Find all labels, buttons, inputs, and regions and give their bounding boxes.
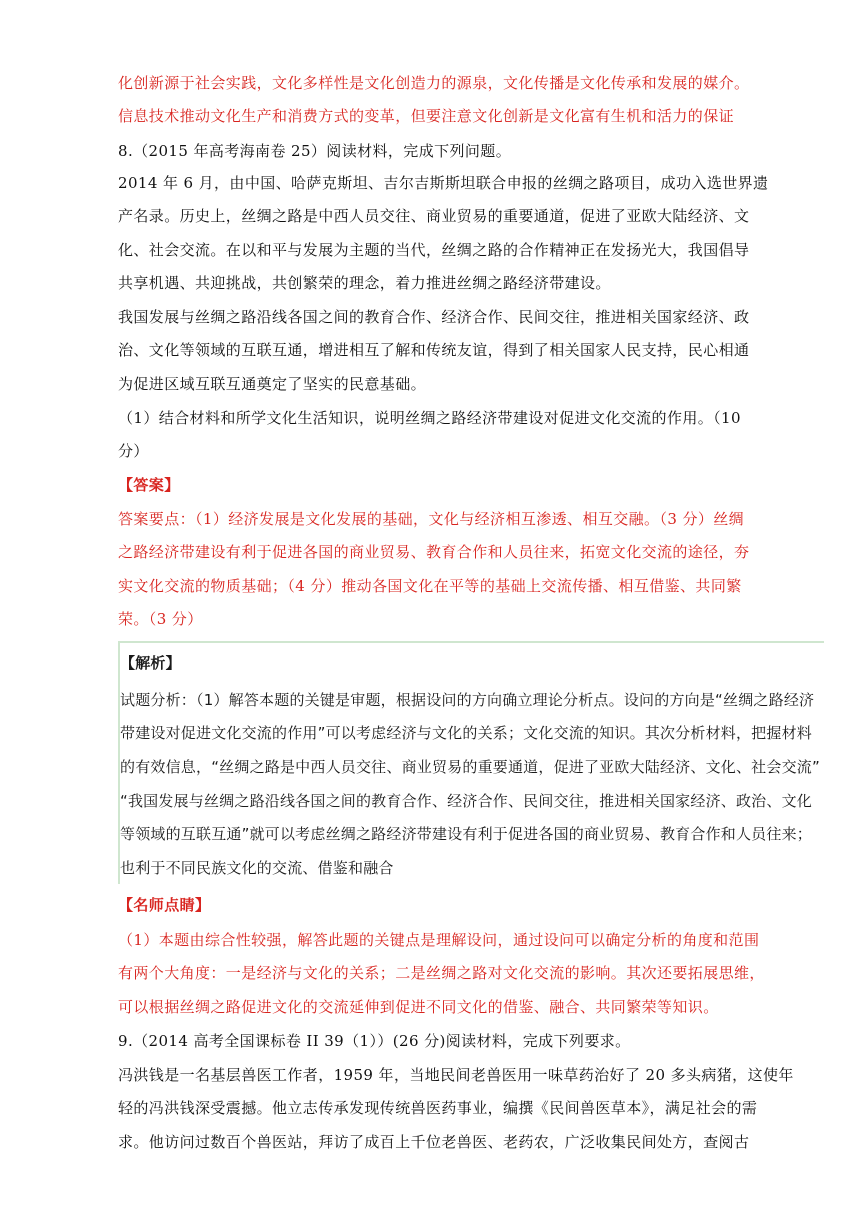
tips-line: 可以根据丝绸之路促进文化的交流延伸到促进不同文化的借鉴、融合、共同繁荣等知识。 xyxy=(118,998,719,1016)
material-line: 冯洪钱是一名基层兽医工作者，1959 年，当地民间老兽医用一味草药治好了 20 多头病猪，这使年 xyxy=(118,1066,794,1084)
material-line: 我国发展与丝绸之路沿线各国之间的教育合作、经济合作、民间交往，推进相关国家经济、政 xyxy=(118,308,750,326)
analysis-line: 等领域的互联互通”就可以考虑丝绸之路经济带建设有利于促进各国的商业贸易、教育合作和人员往来； xyxy=(120,825,812,843)
question-line: （1）结合材料和所学文化生活知识，说明丝绸之路经济带建设对促进文化交流的作用。（10 xyxy=(118,409,741,427)
analysis-line: “我国发展与丝绸之路沿线各国之间的教育合作、经济合作、民间交往，推进相关国家经济、政治、文化 xyxy=(120,792,812,810)
analysis-line: 也利于不同民族文化的交流、借鉴和融合 xyxy=(120,859,394,877)
answer-line: 荣。（3 分） xyxy=(118,610,203,628)
material-line: 求。他访问过数百个兽医站，拜访了成百上千位老兽医、老药农，广泛收集民间处方，查阅古 xyxy=(118,1133,750,1151)
question-8-heading: 8.（2015 年高考海南卷 25）阅读材料，完成下列问题。 xyxy=(118,142,512,160)
material-line: 产名录。历史上，丝绸之路是中西人员交往、商业贸易的重要通道，促进了亚欧大陆经济、文 xyxy=(118,207,750,225)
material-line: 化、社会交流。在以和平与发展为主题的当代，丝绸之路的合作精神正在发扬光大，我国倡导 xyxy=(118,241,750,259)
material-line: 2014 年 6 月，由中国、哈萨克斯坦、吉尔吉斯斯坦联合申报的丝绸之路项目，成功入选世界遗 xyxy=(118,174,769,192)
answer-line: 之路经济带建设有利于促进各国的商业贸易、教育合作和人员往来，拓宽文化交流的途径，夯 xyxy=(118,543,750,561)
material-line: 治、文化等领域的互联互通，增进相互了解和传统友谊，得到了相关国家人民支持，民心相通 xyxy=(118,341,750,359)
question-9-heading: 9.（2014 高考全国课标卷 II 39（1））(26 分)阅读材料，完成下列要求。 xyxy=(118,1032,631,1050)
analysis-line: 的有效信息，“丝绸之路是中西人员交往、商业贸易的重要通道，促进了亚欧大陆经济、文化、社会交流” xyxy=(120,758,820,776)
material-line: 轻的冯洪钱深受震撼。他立志传承发现传统兽医药事业，编撰《民间兽医草本》，满足社会的需 xyxy=(118,1099,758,1117)
question-line: 分） xyxy=(118,442,149,460)
analysis-line: 试题分析：（1）解答本题的关键是审题，根据设问的方向确立理论分析点。设问的方向是“丝绸之路经济 xyxy=(120,691,815,709)
tips-label: 【名师点睛】 xyxy=(118,896,211,914)
answer-line: 实文化交流的物质基础；（4 分）推动各国文化在平等的基础上交流传播、相互借鉴、共同繁 xyxy=(118,577,742,595)
intro-line: 信息技术推动文化生产和消费方式的变革，但要注意文化创新是文化富有生机和活力的保证 xyxy=(118,107,735,125)
intro-line: 化创新源于社会实践，文化多样性是文化创造力的源泉，文化传播是文化传承和发展的媒介。 xyxy=(118,74,750,92)
analysis-label: 【解析】 xyxy=(120,654,181,672)
material-line: 为促进区域互联互通奠定了坚实的民意基础。 xyxy=(118,375,427,393)
material-line: 共享机遇、共迎挑战，共创繁荣的理念，着力推进丝绸之路经济带建设。 xyxy=(118,274,611,292)
answer-line: 答案要点：（1）经济发展是文化发展的基础，文化与经济相互渗透、相互交融。（3 分）丝绸 xyxy=(118,510,745,528)
tips-line: （1）本题由综合性较强，解答此题的关键点是理解设问，通过设问可以确定分析的角度和范围 xyxy=(118,931,760,949)
answer-label: 【答案】 xyxy=(118,476,180,494)
tips-line: 有两个大角度：一是经济与文化的关系；二是丝绸之路对文化交流的影响。其次还要拓展思维， xyxy=(118,964,765,982)
analysis-line: 带建设对促进文化交流的作用”可以考虑经济与文化的关系；文化交流的知识。其次分析材料，把握材料 xyxy=(120,724,812,742)
